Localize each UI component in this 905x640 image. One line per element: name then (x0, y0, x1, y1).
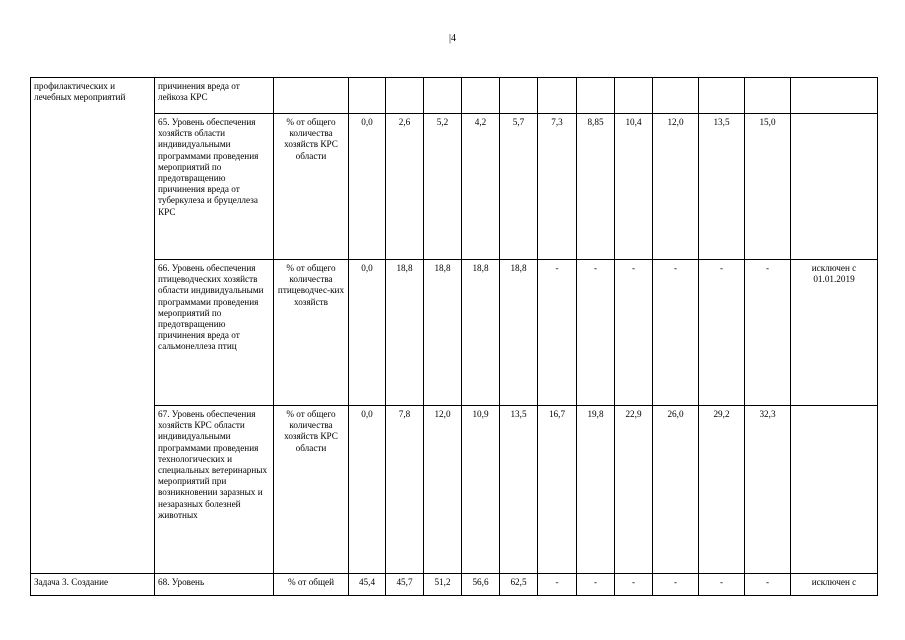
value-cell: 4,2 (462, 114, 500, 260)
table-row (31, 114, 878, 260)
value-cell: 13,5 (500, 406, 538, 574)
value-cell: 18,8 (500, 260, 538, 406)
value-cell: - (745, 260, 791, 406)
page-number: |4 (448, 33, 456, 44)
value-cell (745, 78, 791, 114)
indicator-cell: 67. Уровень обеспечения хозяйств КРС области индивидуальными программами проведения технологических и специальных ветеринарных мероприятий при возникновении заразных и незаразных болезней животных (155, 406, 274, 574)
goal-cell: профилактических и лечебных мероприятий (31, 78, 155, 574)
value-cell (615, 78, 653, 114)
indicators-table (30, 77, 878, 596)
indicator-cell: 65. Уровень обеспечения хозяйств области индивидуальными программами проведения мероприятий по предотвращению причинения вреда от туберкулеза и бруцеллеза КРС (155, 114, 274, 260)
value-cell: 51,2 (424, 574, 462, 596)
value-cell: - (699, 574, 745, 596)
value-cell: 10,4 (615, 114, 653, 260)
value-cell: 7,3 (538, 114, 577, 260)
value-cell: 56,6 (462, 574, 500, 596)
value-cell: 0,0 (349, 260, 386, 406)
value-cell: 19,8 (577, 406, 615, 574)
value-cell: 0,0 (349, 406, 386, 574)
value-cell: - (615, 260, 653, 406)
unit-cell: % от общей (274, 574, 349, 596)
value-cell: 15,0 (745, 114, 791, 260)
value-cell (424, 78, 462, 114)
value-cell: 18,8 (386, 260, 424, 406)
value-cell: - (745, 574, 791, 596)
value-cell: 0,0 (349, 114, 386, 260)
value-cell: 7,8 (386, 406, 424, 574)
note-cell (791, 78, 878, 114)
value-cell (577, 78, 615, 114)
unit-cell: % от общего количества хозяйств КРС области (274, 114, 349, 260)
value-cell: 29,2 (699, 406, 745, 574)
indicator-cell: 66. Уровень обеспечения птицеводческих хозяйств области индивидуальными программами проведения мероприятий по предотвращению причинения вреда от сальмонеллеза птиц (155, 260, 274, 406)
value-cell: - (538, 574, 577, 596)
value-cell: 32,3 (745, 406, 791, 574)
value-cell (386, 78, 424, 114)
value-cell: 62,5 (500, 574, 538, 596)
value-cell: - (615, 574, 653, 596)
value-cell: 10,9 (462, 406, 500, 574)
value-cell (538, 78, 577, 114)
value-cell: 16,7 (538, 406, 577, 574)
indicator-cell: 68. Уровень (155, 574, 274, 596)
table-row (31, 260, 878, 406)
unit-cell: % от общего количества хозяйств КРС области (274, 406, 349, 574)
note-cell: исключен с 01.01.2019 (791, 260, 878, 406)
value-cell: 45,7 (386, 574, 424, 596)
value-cell: - (577, 574, 615, 596)
value-cell: 12,0 (653, 114, 699, 260)
value-cell: 26,0 (653, 406, 699, 574)
table-row (31, 78, 878, 114)
value-cell (349, 78, 386, 114)
value-cell: - (653, 574, 699, 596)
goal-cell: Задача 3. Создание (31, 574, 155, 596)
value-cell: - (577, 260, 615, 406)
value-cell: 13,5 (699, 114, 745, 260)
indicator-cell: причинения вреда от лейкоза КРС (155, 78, 274, 114)
note-cell (791, 406, 878, 574)
value-cell (500, 78, 538, 114)
value-cell: 5,7 (500, 114, 538, 260)
value-cell: 12,0 (424, 406, 462, 574)
table-row (31, 574, 878, 596)
value-cell: 18,8 (462, 260, 500, 406)
value-cell (653, 78, 699, 114)
table-row (31, 406, 878, 574)
unit-cell (274, 78, 349, 114)
value-cell: 5,2 (424, 114, 462, 260)
note-cell (791, 114, 878, 260)
value-cell: 18,8 (424, 260, 462, 406)
value-cell: 2,6 (386, 114, 424, 260)
value-cell (462, 78, 500, 114)
note-cell: исключен с (791, 574, 878, 596)
unit-cell: % от общего количества птицеводчес-ких хозяйств (274, 260, 349, 406)
value-cell: 45,4 (349, 574, 386, 596)
value-cell: 8,85 (577, 114, 615, 260)
value-cell (699, 78, 745, 114)
value-cell: - (699, 260, 745, 406)
value-cell: - (653, 260, 699, 406)
value-cell: - (538, 260, 577, 406)
value-cell: 22,9 (615, 406, 653, 574)
